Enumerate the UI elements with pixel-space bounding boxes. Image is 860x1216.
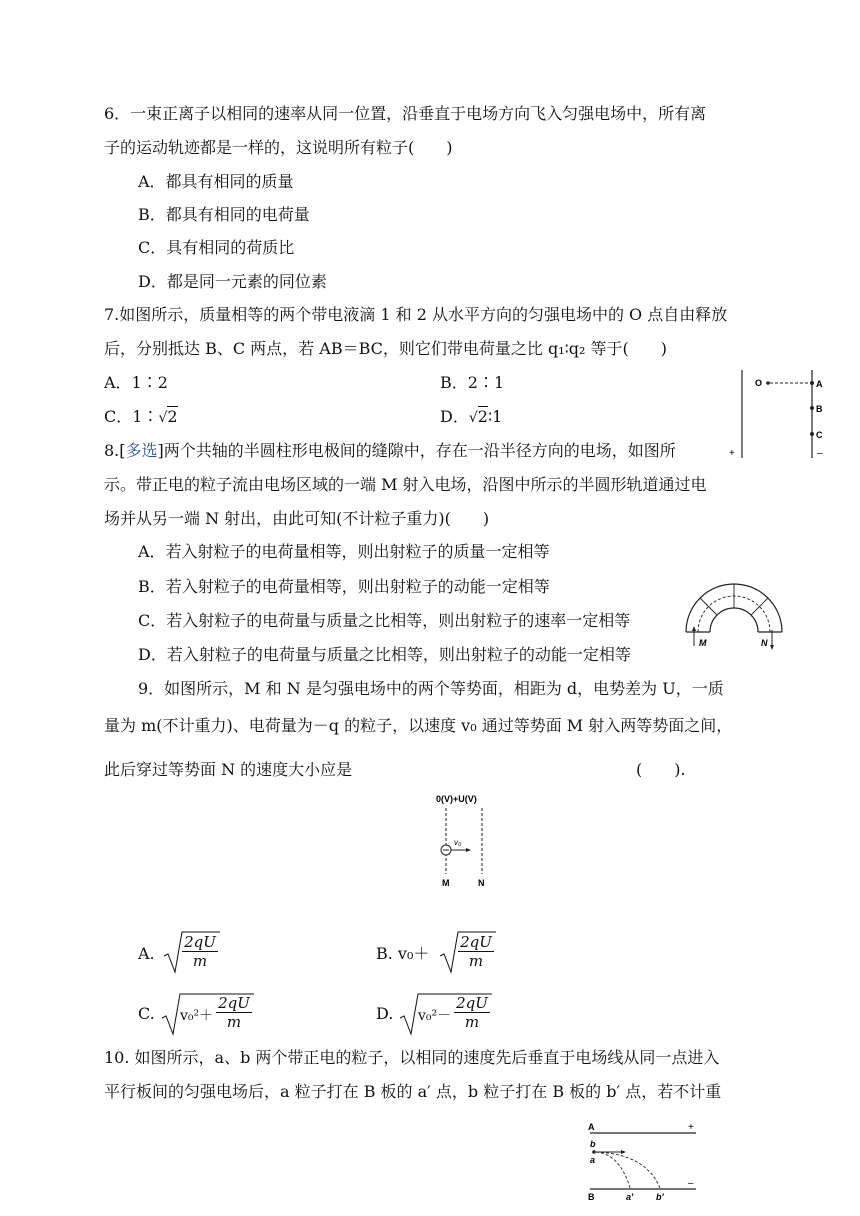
q6-line2: 子的运动轨迹都是一样的，这说明所有粒子( ) — [104, 138, 453, 157]
q6-line1: 6．一束正离子以相同的速率从同一位置，沿垂直于电场方向飞入匀强电场中，所有离 — [104, 104, 707, 123]
q7-option-d-prefix: D． — [440, 407, 469, 426]
q8-line1-text: ]两个共轴的半圆柱形电极间的缝隙中，存在一沿半径方向的电场，如图所 — [157, 441, 676, 460]
q7-option-d-suffix: ∶1 — [487, 407, 503, 426]
q6-option-b: B．都具有相同的电荷量 — [138, 205, 310, 224]
sqrt-sign: √ — [158, 410, 168, 426]
q9-label-n: N — [478, 878, 485, 888]
frac-num: 2qU — [458, 933, 494, 952]
q10-line1: 10. 如图所示，a、b 两个带正电的粒子，以相同的速度先后垂直于电场线从同一点进入 — [104, 1048, 720, 1067]
q10-label-a-prime: a′ — [626, 1192, 634, 1202]
q8-line2: 示。带正电的粒子流由电场区域的一端 M 射入电场，沿图中所示的半圆形轨道通过电 — [104, 475, 707, 494]
q7-option-a: A．1∶2 — [104, 373, 168, 392]
q7-label-a: A — [816, 379, 823, 389]
q10-figure — [584, 1118, 704, 1202]
frac-den: m — [226, 1013, 242, 1031]
q8-option-a: A．若入射粒子的电荷量相等，则出射粒子的质量一定相等 — [138, 542, 550, 561]
q8-option-c: C．若入射粒子的电荷量与质量之比相等，则出射粒子的速率一定相等 — [138, 611, 631, 630]
q7-label-c: C — [816, 430, 823, 440]
frac-den: m — [468, 952, 484, 970]
q9-option-c-fraction — [216, 994, 252, 1031]
q7-label-o: O — [755, 378, 763, 388]
q8-option-d: D．若入射粒子的电荷量与质量之比相等，则出射粒子的动能一定相等 — [138, 645, 631, 664]
q6-option-a: A．都具有相同的质量 — [138, 172, 294, 191]
sqrt-sign: √ — [468, 410, 478, 426]
q8-prefix: 8.[ — [104, 441, 126, 460]
q9-figure — [432, 790, 502, 890]
q10-line2: 平行板间的匀强电场后，a 粒子打在 B 板的 a′ 点，b 粒子打在 B 板的 b′ 点，若不计重 — [104, 1082, 722, 1101]
q10-label-minus: – — [688, 1178, 694, 1189]
q7-option-c — [104, 407, 178, 428]
q9-label-m: M — [442, 878, 450, 888]
q7-line1: 7.如图所示，质量相等的两个带电液滴 1 和 2 从水平方向的匀强电场中的 O 点自由释放 — [104, 305, 728, 324]
frac-num: 2qU — [454, 994, 490, 1013]
q7-option-b: B．2∶1 — [440, 373, 505, 392]
q7-figure — [726, 368, 836, 464]
q7-option-c-prefix: C．1∶ — [104, 407, 159, 426]
q9-option-b-label: B. v₀＋ — [376, 944, 430, 963]
q7-line2: 后，分别抵达 B、C 两点，若 AB＝BC，则它们带电荷量之比 q₁∶q₂ 等于( ) — [104, 339, 668, 358]
frac-num: 2qU — [182, 933, 218, 952]
q10-label-plus: + — [688, 1122, 694, 1133]
q8-line3: 场并从另一端 N 射出，由此可知(不计粒子重力)( ) — [104, 509, 490, 528]
frac-den: m — [192, 952, 208, 970]
q7-option-c-radicand: 2 — [167, 407, 178, 426]
q9-option-c-label: C. — [138, 1004, 155, 1023]
frac-num: 2qU — [216, 994, 252, 1013]
q9-option-b-fraction — [458, 933, 494, 970]
q8-figure — [682, 568, 786, 652]
q8-option-b: B．若入射粒子的电荷量相等，则出射粒子的动能一定相等 — [138, 577, 550, 596]
q10-label-plate-b: B — [588, 1192, 595, 1202]
q9-option-d-inner: v₀²－ — [418, 1008, 452, 1024]
q7-label-b: B — [816, 404, 823, 414]
q7-label-plus: + — [729, 448, 735, 459]
q8-tag: 多选 — [125, 441, 158, 460]
q9-option-a-label: A. — [138, 944, 155, 963]
q7-option-d-radicand: 2 — [477, 407, 488, 426]
frac-den: m — [464, 1013, 480, 1031]
q9-label-v0: v₀ — [454, 838, 462, 847]
q6-option-d: D．都是同一元素的同位素 — [138, 272, 327, 291]
q9-label-top: 0(V)+U(V) — [436, 794, 477, 804]
q9-line2: 量为 m(不计重力)、电荷量为－q 的粒子，以速度 v₀ 通过等势面 M 射入两等势面之间， — [104, 716, 733, 735]
q8-label-n: N — [761, 638, 768, 648]
q8-line1 — [104, 441, 676, 461]
q7-label-minus: – — [817, 448, 823, 459]
q6-option-c: C．具有相同的荷质比 — [138, 238, 295, 257]
q7-option-d — [440, 407, 502, 428]
q9-option-a-fraction — [182, 933, 218, 970]
q9-line1: 9．如图所示，M 和 N 是匀强电场中的两个等势面，相距为 d，电势差为 U，一质 — [138, 679, 724, 698]
q9-option-d-label: D. — [376, 1004, 394, 1023]
q9-paren: ( ). — [636, 760, 686, 779]
q10-label-a: a — [590, 1155, 596, 1165]
q9-line3: 此后穿过等势面 N 的速度大小应是 — [104, 760, 353, 779]
q10-label-b-prime: b′ — [656, 1192, 664, 1202]
q9-option-c-inner: v₀²＋ — [180, 1008, 214, 1024]
q10-label-b: b — [590, 1139, 596, 1149]
q10-label-plate-a: A — [588, 1122, 595, 1132]
q8-label-m: M — [699, 638, 707, 648]
q9-option-d-fraction — [454, 994, 490, 1031]
